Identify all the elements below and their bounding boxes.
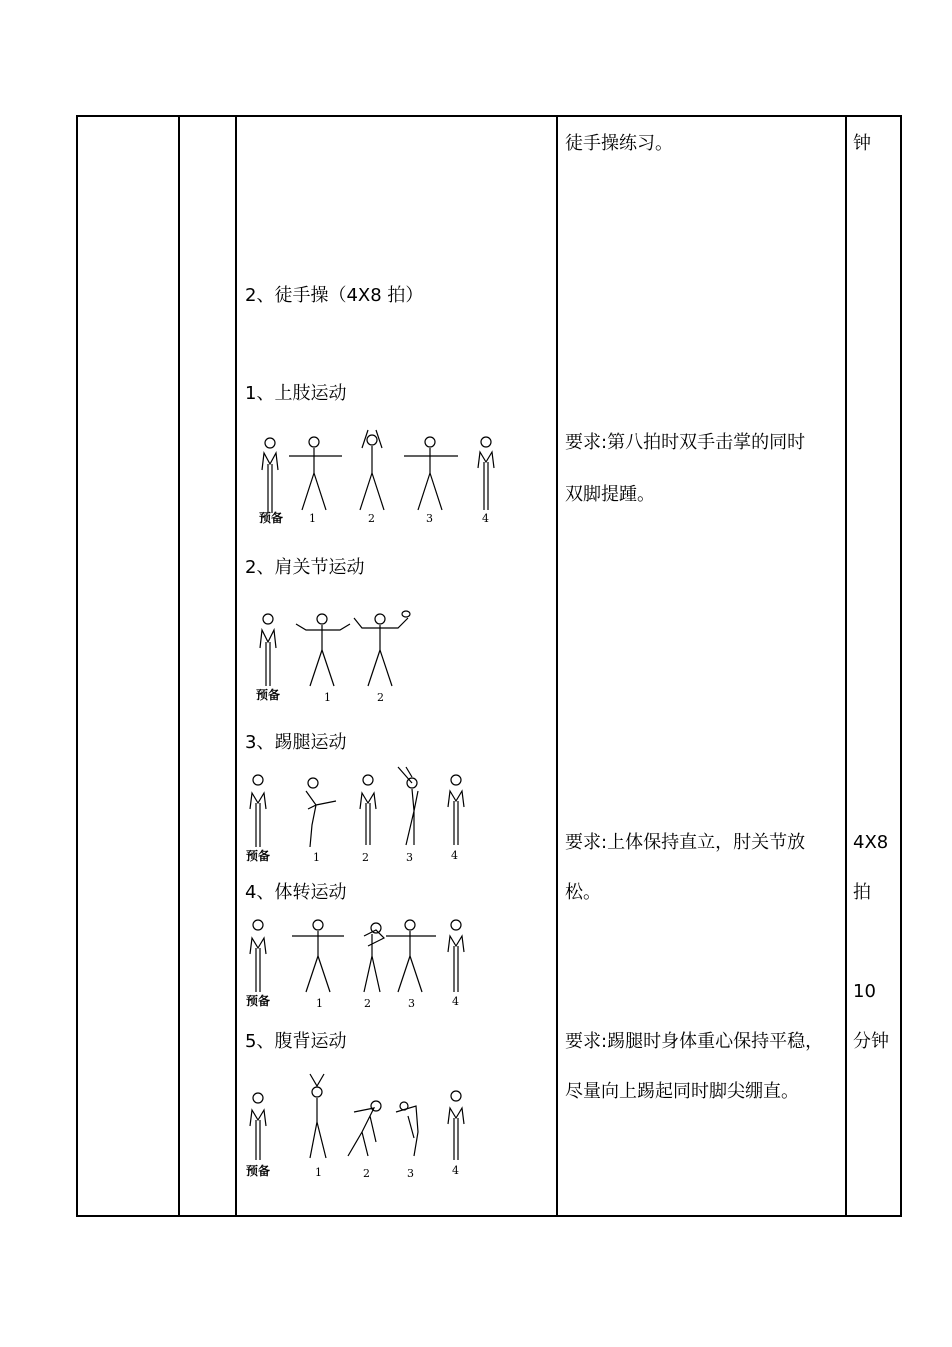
column-divider <box>178 117 180 1215</box>
svg-text:4: 4 <box>452 995 459 1008</box>
svg-text:1: 1 <box>324 691 331 704</box>
shoulder-figure <box>254 610 434 690</box>
abdomen-back-figure <box>246 1072 476 1160</box>
exercise-title-turn: 4、体转运动 <box>245 882 347 903</box>
svg-text:3: 3 <box>406 851 413 864</box>
kick-figure <box>246 765 476 847</box>
time-minutes-line1: 10 <box>853 981 876 1002</box>
shoulder-labels <box>254 686 434 704</box>
column-divider <box>845 117 847 1215</box>
abdomen-back-labels <box>246 1162 476 1180</box>
kick-labels <box>246 847 476 865</box>
svg-text:2: 2 <box>364 997 371 1010</box>
time-top: 钟 <box>853 133 871 154</box>
requirement-1-line1: 要求:第八拍时双手击掌的同时 <box>565 432 806 453</box>
label-2: 2 <box>368 512 375 525</box>
requirement-3-line2: 尽量向上踢起同时脚尖绷直。 <box>565 1081 799 1102</box>
exercise-title-shoulder: 2、肩关节运动 <box>245 557 365 578</box>
svg-text:2: 2 <box>363 1167 370 1180</box>
time-beats-line1: 4X8 <box>853 832 889 853</box>
svg-text:预备: 预备 <box>246 1164 271 1178</box>
column-divider <box>556 117 558 1215</box>
time-minutes-line2: 分钟 <box>853 1031 889 1052</box>
exercise-title-upper-limb: 1、上肢运动 <box>245 383 347 404</box>
requirement-1-line2: 双脚提踵。 <box>565 484 655 505</box>
svg-text:1: 1 <box>315 1166 322 1179</box>
label-prep: 预备 <box>259 511 284 525</box>
time-beats-line2: 拍 <box>853 882 871 903</box>
requirement-2-line1: 要求:上体保持直立，肘关节放 <box>565 832 806 853</box>
svg-text:2: 2 <box>362 851 369 864</box>
svg-text:4: 4 <box>452 1164 459 1177</box>
upper-limb-labels <box>254 509 504 527</box>
svg-text:2: 2 <box>377 691 384 704</box>
turn-labels <box>246 992 476 1010</box>
svg-text:4: 4 <box>451 849 458 862</box>
requirement-2-line2: 松。 <box>565 882 601 903</box>
column-divider <box>235 117 237 1215</box>
svg-text:3: 3 <box>407 1167 414 1180</box>
label-1: 1 <box>309 512 316 525</box>
svg-text:3: 3 <box>408 997 415 1010</box>
exercise-title-kick: 3、踢腿运动 <box>245 732 347 753</box>
requirement-3-line1: 要求:踢腿时身体重心保持平稳， <box>565 1031 824 1052</box>
turn-figure <box>246 916 476 994</box>
svg-text:1: 1 <box>316 997 323 1010</box>
svg-text:预备: 预备 <box>246 849 271 863</box>
requirement-top: 徒手操练习。 <box>565 133 673 154</box>
label-4: 4 <box>482 512 489 525</box>
svg-text:预备: 预备 <box>246 994 271 1008</box>
section-title: 2、徒手操（4X8 拍） <box>245 285 424 306</box>
label-3: 3 <box>426 512 433 525</box>
exercise-title-abdomen-back: 5、腹背运动 <box>245 1031 347 1052</box>
svg-text:1: 1 <box>313 851 320 864</box>
svg-text:预备: 预备 <box>256 688 281 702</box>
